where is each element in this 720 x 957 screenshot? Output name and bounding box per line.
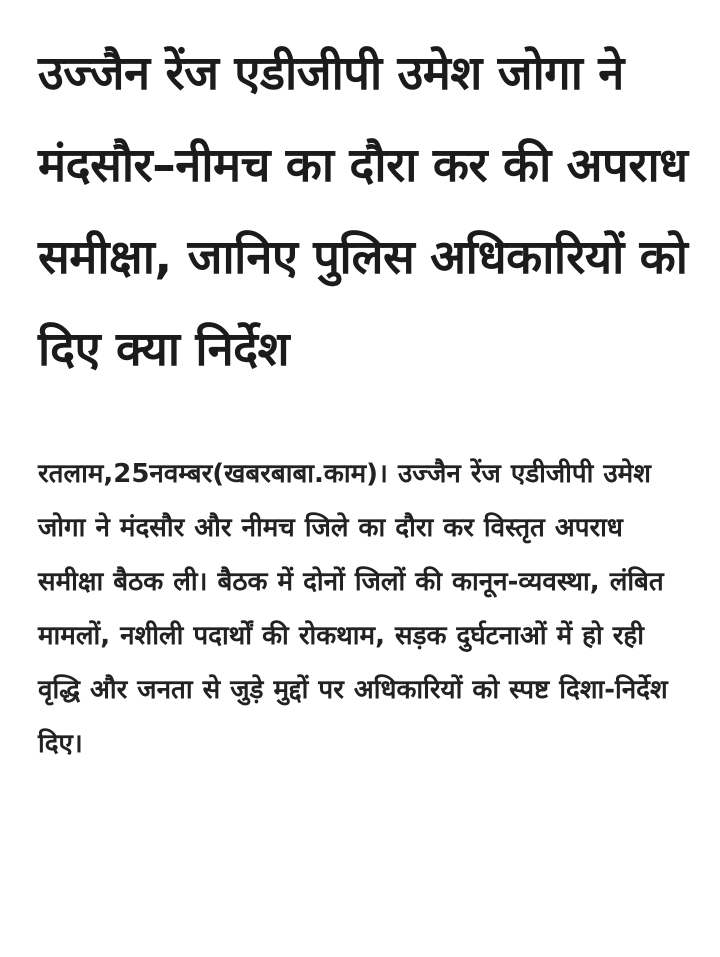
article-body: रतलाम,25नवम्बर(खबरबाबा.काम)। उज्जैन रेंज एडीजीपी उमेश जोगा ने मंदसौर और नीमच जिले का दौरा कर विस्तृत अपराध समीक्षा बैठक ली। बैठक में दोनों जिलों की कानून-व्यवस्था, लंबित मामलों, नशीली पदार्थों की रोकथाम, सड़क दुर्घटनाओं में हो रही वृद्धि और जनता से जुड़े मुद्दों पर अधिकारियों को स्पष्ट दिशा-निर्देश दिए। [38, 459, 668, 759]
article-headline: उज्जैन रेंज एडीजीपी उमेश जोगा ने मंदसौर–नीमच का दौरा कर की अपराध समीक्षा, जानिए पुलिस अधिकारियों को दिए क्या निर्देश [38, 46, 688, 377]
